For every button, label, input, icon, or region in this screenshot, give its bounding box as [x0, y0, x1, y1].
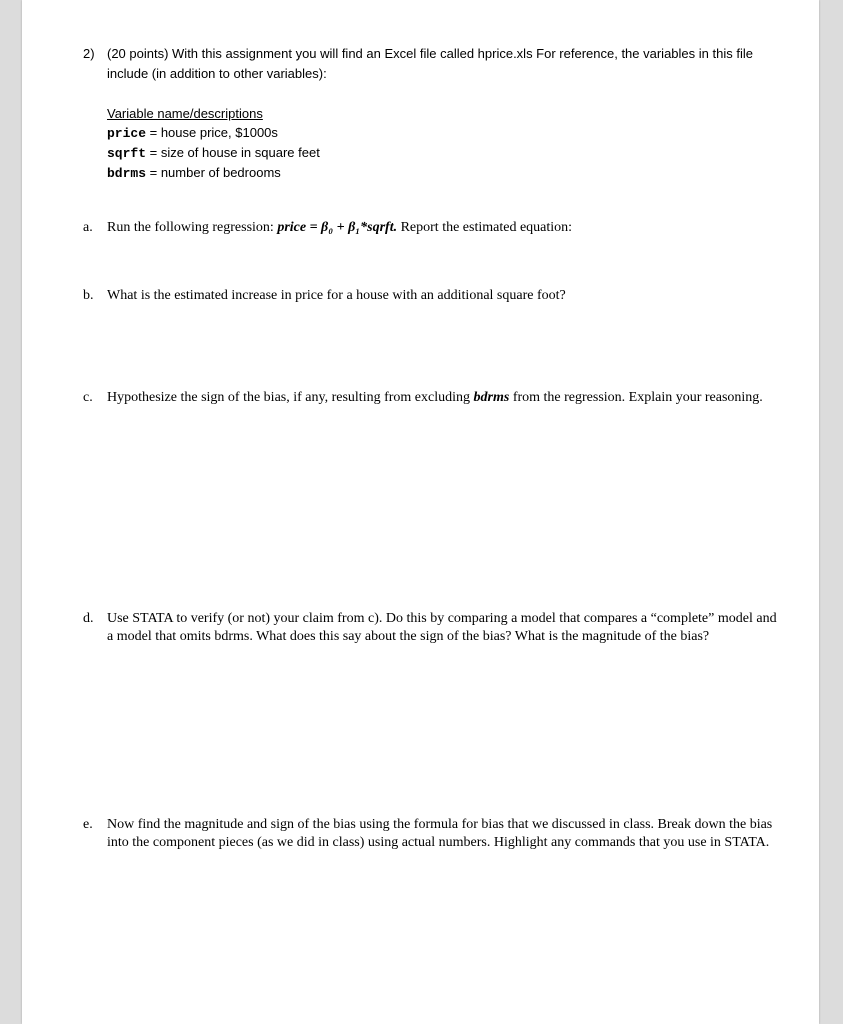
item-a-letter: a. [83, 220, 93, 235]
item-b-text: What is the estimated increase in price for a house with an additional square foot? [107, 288, 566, 303]
item-e-letter: e. [83, 817, 93, 832]
variable-desc: = size of house in square feet [146, 145, 320, 160]
variable-desc: = house price, $1000s [146, 125, 278, 140]
item-c-text [107, 389, 777, 407]
item-a-post: Report the estimated equation: [397, 220, 573, 235]
question-number: 2) [83, 46, 95, 61]
item-c-emph: bdrms [473, 390, 510, 405]
item-a-pre: Run the following regression: [107, 220, 278, 235]
item-a-text [107, 219, 777, 237]
item-c-pre: Hypothesize the sign of the bias, if any, resulting from excluding [107, 390, 474, 405]
variable-row [107, 123, 320, 143]
variable-desc: = number of bedrooms [146, 165, 281, 180]
variable-code: sqrft [107, 146, 147, 161]
variable-code: price [107, 126, 147, 141]
regression-equation: price = β₀ + β₁*sqrft. [277, 220, 398, 235]
question-intro: (20 points) With this assignment you will find an Excel file called hprice.xls For reference, the variables in this file include (in addition to other variables): [107, 46, 753, 81]
item-e-text: Now find the magnitude and sign of the bias using the formula for bias that we discussed in class. Break down the bias into the component pieces (as we did in class) using actual numbers. Highlight any commands that you use in STATA. [107, 817, 773, 850]
variable-row [107, 143, 320, 163]
variable-code: bdrms [107, 166, 147, 181]
variable-row [107, 163, 320, 183]
item-c-letter: c. [83, 390, 93, 405]
item-d-text: Use STATA to verify (or not) your claim from c). Do this by comparing a model that compares a “complete” model and a model that omits bdrms. What does this say about the sign of the bias? What is the magnitude of the bias? [107, 611, 777, 644]
item-b-letter: b. [83, 288, 94, 303]
variable-list [107, 104, 320, 183]
item-c-post: from the regression. Explain your reasoning. [509, 390, 763, 405]
variable-list-header: Variable name/descriptions [107, 106, 263, 121]
item-d-letter: d. [83, 611, 94, 626]
